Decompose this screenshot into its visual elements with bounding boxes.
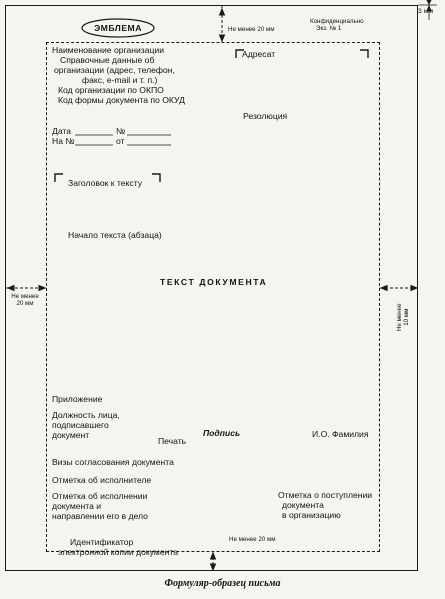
left-margin-line2: 20 мм xyxy=(16,300,34,308)
confidential-label: Конфиденциально xyxy=(310,18,364,25)
organization-block xyxy=(52,45,185,105)
text-heading: Заголовок к тексту xyxy=(68,178,143,188)
edge-margin-label: 3 мм xyxy=(418,8,434,15)
org-reference-2: организации (адрес, телефон, xyxy=(54,65,175,75)
org-okpo: Код организации по ОКПО xyxy=(58,85,164,95)
right-margin-line1: Не менее xyxy=(395,303,403,332)
document-text: ТЕКСТ ДОКУМЕНТА xyxy=(160,277,268,287)
figure-caption: Формуляр-образец письма xyxy=(164,578,281,589)
approvals: Визы согласования документа xyxy=(52,457,174,467)
right-margin-label xyxy=(396,297,410,337)
heading-bracket-right xyxy=(152,174,160,182)
signer-line3: документ xyxy=(52,430,90,440)
copy-number: Экз. № 1 xyxy=(316,25,342,33)
attachment: Приложение xyxy=(52,394,103,404)
receipt-line2: документа xyxy=(282,500,324,510)
receipt-block xyxy=(278,490,372,520)
receipt-line1: Отметка о поступлении xyxy=(278,490,373,500)
top-margin-label: Не менее 20 мм xyxy=(228,26,275,33)
resolution: Резолюция xyxy=(243,111,288,121)
signer-line1: Должность лица, xyxy=(52,410,120,420)
execution-block xyxy=(52,491,148,521)
execution-line2: документа и xyxy=(52,501,102,511)
date-label: Дата xyxy=(52,126,72,136)
addressee: Адресат xyxy=(242,49,276,59)
signature: Подпись xyxy=(203,428,241,438)
number-label: № xyxy=(116,126,126,136)
electronic-id-line1: Идентификатор xyxy=(70,537,134,547)
confidential-block xyxy=(310,18,364,32)
signer-block xyxy=(52,410,120,440)
signer-name: И.О. Фамилия xyxy=(312,429,369,439)
execution-line3: направлении его в дело xyxy=(52,511,148,521)
left-margin-line1: Не менее xyxy=(11,293,39,300)
left-margin-label xyxy=(6,293,44,307)
org-reference-3: факс, e-mail и т. п.) xyxy=(82,75,158,85)
signer-line2: подписавшего xyxy=(52,420,109,430)
execution-line1: Отметка об исполнении xyxy=(52,491,148,501)
emblem-label: ЭМБЛЕМА xyxy=(94,23,142,33)
org-okud: Код формы документа по ОКУД xyxy=(58,95,185,105)
org-reference-1: Справочные данные об xyxy=(60,55,155,65)
addressee-bracket-right xyxy=(360,50,368,58)
electronic-id-line2: электронной копии документа xyxy=(58,547,178,557)
text-start: Начало текста (абзаца) xyxy=(68,230,162,240)
right-margin-line2: 10 мм xyxy=(403,308,410,326)
executor: Отметка об исполнителе xyxy=(52,475,152,485)
reference-label: На № xyxy=(52,136,75,146)
electronic-id-block xyxy=(58,537,178,557)
org-name: Наименование организации xyxy=(52,45,165,55)
bottom-margin-label: Не менее 20 мм xyxy=(229,536,276,543)
reference-from-label: от xyxy=(116,136,125,146)
heading-bracket-left xyxy=(55,174,63,182)
stamp: Печать xyxy=(158,436,187,446)
receipt-line3: в организацию xyxy=(282,510,341,520)
